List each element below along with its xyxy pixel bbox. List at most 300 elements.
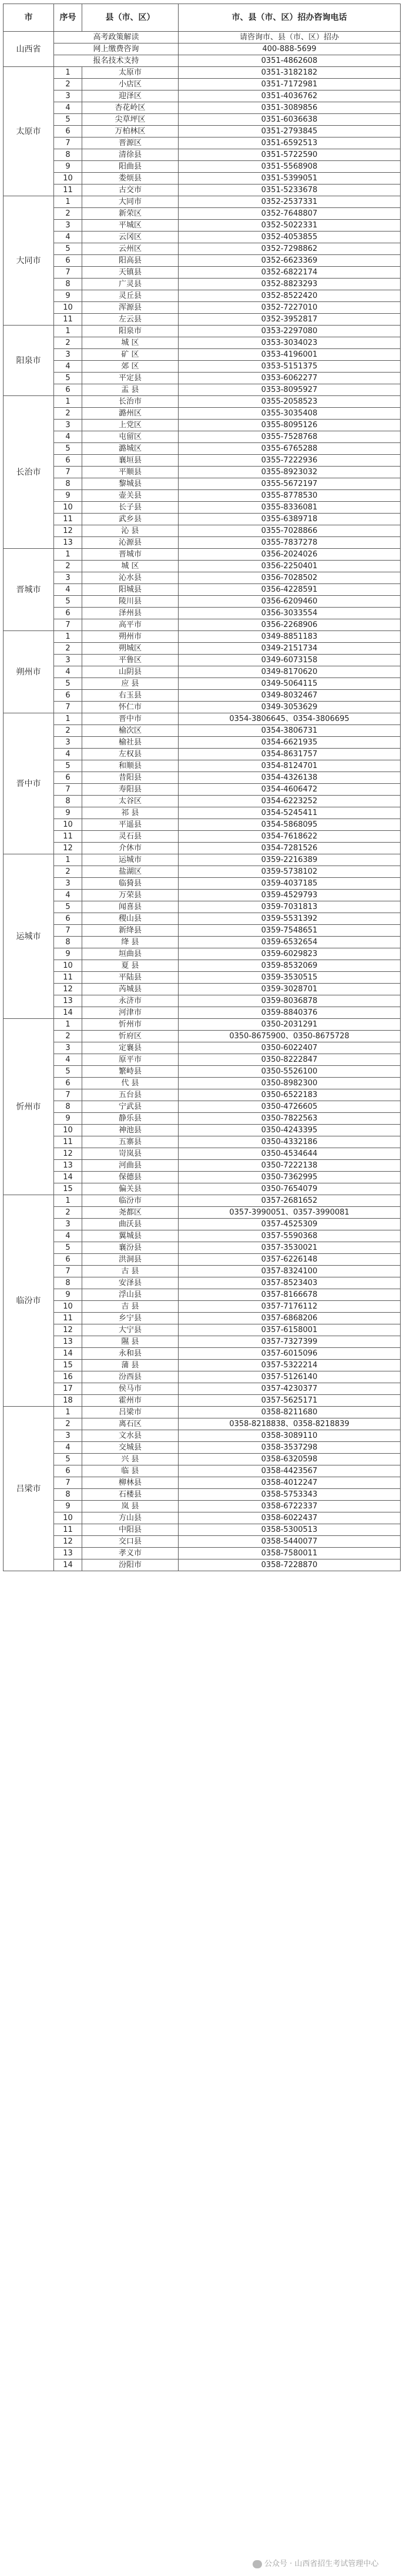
table-row [4, 290, 401, 302]
table-row [4, 220, 401, 232]
district-name: 定襄县 [82, 1042, 179, 1054]
row-index: 6 [54, 1254, 82, 1266]
table-row [4, 561, 401, 572]
district-name: 平遥县 [82, 819, 179, 831]
city-name: 吕梁市 [4, 1407, 54, 1571]
province-item-value: 0351-4862608 [179, 55, 401, 67]
row-index: 5 [54, 678, 82, 690]
row-index: 11 [54, 314, 82, 326]
phone-number: 0352-8823293 [179, 279, 401, 290]
district-name: 中阳县 [82, 1524, 179, 1536]
district-name: 怀仁市 [82, 702, 179, 713]
table-row [4, 443, 401, 455]
phone-number: 0354-6223252 [179, 796, 401, 807]
phone-number: 0353-8095927 [179, 384, 401, 396]
phone-number: 0352-5022331 [179, 220, 401, 232]
phone-number: 0352-3952817 [179, 314, 401, 326]
district-name: 矿 区 [82, 349, 179, 361]
table-row [4, 666, 401, 678]
row-index: 10 [54, 302, 82, 314]
table-row [4, 349, 401, 361]
district-name: 离石区 [82, 1418, 179, 1430]
phone-number: 0353-5151375 [179, 361, 401, 373]
phone-number: 0357-8523403 [179, 1277, 401, 1289]
district-name: 浑源县 [82, 302, 179, 314]
district-name: 云冈区 [82, 232, 179, 243]
city-name: 晋中市 [4, 713, 54, 854]
district-name: 汾阳市 [82, 1559, 179, 1571]
phone-number: 0355-7837278 [179, 537, 401, 549]
table-row [4, 1395, 401, 1407]
row-index: 7 [54, 1266, 82, 1277]
province-item-value: 400-888-5699 [179, 43, 401, 55]
phone-number: 0358-4423567 [179, 1465, 401, 1477]
table-row [4, 1301, 401, 1313]
row-index: 7 [54, 784, 82, 796]
phone-number: 0357-7176112 [179, 1301, 401, 1313]
table-row [4, 796, 401, 807]
table-row [4, 807, 401, 819]
district-name: 昔阳县 [82, 772, 179, 784]
table-row [4, 619, 401, 631]
phone-number: 0349-6073158 [179, 655, 401, 666]
district-name: 沁水县 [82, 572, 179, 584]
row-index: 7 [54, 702, 82, 713]
phone-number: 0358-5753343 [179, 1489, 401, 1501]
city-name: 忻州市 [4, 1019, 54, 1195]
phone-number: 0352-8522420 [179, 290, 401, 302]
phone-number: 0359-6532654 [179, 937, 401, 948]
table-row [4, 1418, 401, 1430]
row-index: 10 [54, 173, 82, 185]
table-row [4, 572, 401, 584]
table-row [4, 1172, 401, 1183]
row-index: 8 [54, 279, 82, 290]
row-index: 6 [54, 384, 82, 396]
district-name: 芮城县 [82, 984, 179, 995]
row-index: 2 [54, 337, 82, 349]
row-index: 5 [54, 243, 82, 255]
province-item-value: 请咨询市、县（市、区）招办 [179, 32, 401, 43]
district-name: 岚 县 [82, 1501, 179, 1512]
wechat-icon [253, 2560, 262, 2568]
row-index: 14 [54, 1007, 82, 1019]
district-name: 运城市 [82, 854, 179, 866]
district-name: 潞城区 [82, 443, 179, 455]
phone-number: 0358-6722337 [179, 1501, 401, 1512]
phone-number: 0357-8324100 [179, 1266, 401, 1277]
row-index: 12 [54, 525, 82, 537]
phone-number: 0349-8851183 [179, 631, 401, 643]
table-row [4, 901, 401, 913]
row-index: 8 [54, 1489, 82, 1501]
phone-number: 0355-6389718 [179, 514, 401, 525]
table-row [4, 1019, 401, 1031]
district-name: 武乡县 [82, 514, 179, 525]
district-name: 保德县 [82, 1172, 179, 1183]
phone-number: 0354-6621935 [179, 737, 401, 749]
district-name: 石楼县 [82, 1489, 179, 1501]
district-name: 永济市 [82, 995, 179, 1007]
district-name: 静乐县 [82, 1113, 179, 1125]
row-index: 12 [54, 1536, 82, 1548]
district-name: 天镇县 [82, 267, 179, 279]
table-row [4, 631, 401, 643]
phone-number: 0358-7228870 [179, 1559, 401, 1571]
district-name: 襄汾县 [82, 1242, 179, 1254]
district-name: 平顺县 [82, 467, 179, 478]
district-name: 方山县 [82, 1512, 179, 1524]
district-name: 偏关县 [82, 1183, 179, 1195]
table-row [4, 1524, 401, 1536]
row-index: 9 [54, 948, 82, 960]
row-index: 17 [54, 1383, 82, 1395]
table-row [4, 502, 401, 514]
district-name: 山阴县 [82, 666, 179, 678]
row-index: 3 [54, 878, 82, 890]
phone-number: 0350-7822563 [179, 1113, 401, 1125]
table-row [4, 337, 401, 349]
row-index: 9 [54, 1289, 82, 1301]
phone-number: 0355-2058523 [179, 396, 401, 408]
district-name: 大宁县 [82, 1324, 179, 1336]
row-index: 12 [54, 984, 82, 995]
phone-number: 0357-5322214 [179, 1360, 401, 1371]
watermark [253, 2557, 399, 2571]
table-row [4, 1207, 401, 1219]
header-city: 市 [4, 4, 54, 32]
province-item-label: 报名技术支持 [54, 55, 179, 67]
phone-number: 0358-5300513 [179, 1524, 401, 1536]
table-row [4, 1501, 401, 1512]
phone-number: 0355-8095126 [179, 420, 401, 431]
district-name: 朔城区 [82, 643, 179, 655]
table-row [4, 408, 401, 420]
row-index: 4 [54, 1442, 82, 1454]
district-name: 晋源区 [82, 137, 179, 149]
row-index: 11 [54, 831, 82, 843]
district-name: 左权县 [82, 749, 179, 760]
row-index: 5 [54, 596, 82, 608]
table-row [4, 690, 401, 702]
city-name: 晋城市 [4, 549, 54, 631]
table-row [4, 396, 401, 408]
row-index: 5 [54, 1066, 82, 1078]
table-row [4, 608, 401, 619]
row-index: 13 [54, 1160, 82, 1172]
row-index: 1 [54, 1195, 82, 1207]
province-row [4, 43, 401, 55]
row-index: 5 [54, 114, 82, 126]
district-name: 潞州区 [82, 408, 179, 420]
table-row [4, 1477, 401, 1489]
table-row [4, 1160, 401, 1172]
phone-number: 0357-7327399 [179, 1336, 401, 1348]
phone-number: 0350-4332186 [179, 1136, 401, 1148]
district-name: 云州区 [82, 243, 179, 255]
row-index: 2 [54, 1207, 82, 1219]
table-row [4, 243, 401, 255]
table-row [4, 1277, 401, 1289]
table-row [4, 1348, 401, 1360]
row-index: 11 [54, 185, 82, 196]
row-index: 9 [54, 807, 82, 819]
table-row [4, 1430, 401, 1442]
table-row [4, 1465, 401, 1477]
district-name: 屯留区 [82, 431, 179, 443]
district-name: 尧都区 [82, 1207, 179, 1219]
phone-number: 0354-3806645、0354-3806695 [179, 713, 401, 725]
row-index: 10 [54, 1512, 82, 1524]
phone-number: 0357-3530021 [179, 1242, 401, 1254]
district-name: 平鲁区 [82, 655, 179, 666]
phone-number: 0358-8218838、0358-8218839 [179, 1418, 401, 1430]
row-index: 9 [54, 161, 82, 173]
table-row [4, 431, 401, 443]
row-index: 1 [54, 549, 82, 561]
table-row [4, 643, 401, 655]
row-index: 7 [54, 925, 82, 937]
district-name: 迎泽区 [82, 90, 179, 102]
row-index: 3 [54, 1430, 82, 1442]
phone-number: 0355-3035408 [179, 408, 401, 420]
phone-number: 0350-8222847 [179, 1054, 401, 1066]
table-row [4, 831, 401, 843]
table-row [4, 596, 401, 608]
table-row [4, 772, 401, 784]
row-index: 13 [54, 1548, 82, 1559]
row-index: 9 [54, 1501, 82, 1512]
row-index: 2 [54, 79, 82, 90]
table-row [4, 984, 401, 995]
row-index: 1 [54, 196, 82, 208]
row-index: 15 [54, 1360, 82, 1371]
row-index: 15 [54, 1183, 82, 1195]
table-row [4, 361, 401, 373]
province-name: 山西省 [4, 32, 54, 67]
table-row [4, 1360, 401, 1371]
table-row [4, 784, 401, 796]
phone-number: 0359-8036878 [179, 995, 401, 1007]
phone-number: 0349-3053629 [179, 702, 401, 713]
phone-number: 0358-5440077 [179, 1536, 401, 1548]
table-row [4, 866, 401, 878]
row-index: 5 [54, 901, 82, 913]
phone-number: 0351-2793845 [179, 126, 401, 137]
row-index: 4 [54, 232, 82, 243]
phone-number: 0357-8166678 [179, 1289, 401, 1301]
phone-number: 0359-8840376 [179, 1007, 401, 1019]
row-index: 9 [54, 290, 82, 302]
phone-number: 0358-3537298 [179, 1442, 401, 1454]
table-row [4, 1031, 401, 1042]
phone-number: 0353-6062277 [179, 373, 401, 384]
row-index: 7 [54, 619, 82, 631]
phone-number: 0359-2216389 [179, 854, 401, 866]
table-row [4, 1078, 401, 1089]
district-name: 大同市 [82, 196, 179, 208]
city-name: 运城市 [4, 854, 54, 1019]
table-row [4, 1454, 401, 1465]
district-name: 晋城市 [82, 549, 179, 561]
district-name: 洪洞县 [82, 1254, 179, 1266]
phone-number: 0352-6822174 [179, 267, 401, 279]
district-name: 孝义市 [82, 1548, 179, 1559]
table-row [4, 525, 401, 537]
phone-number: 0353-3034023 [179, 337, 401, 349]
phone-number: 0358-3089110 [179, 1430, 401, 1442]
district-name: 小店区 [82, 79, 179, 90]
phone-number: 0350-2031291 [179, 1019, 401, 1031]
district-name: 乡宁县 [82, 1313, 179, 1324]
row-index: 18 [54, 1395, 82, 1407]
district-name: 长子县 [82, 502, 179, 514]
phone-number: 0358-8211680 [179, 1407, 401, 1418]
district-name: 上党区 [82, 420, 179, 431]
table-row [4, 843, 401, 854]
phone-number: 0350-6522183 [179, 1089, 401, 1101]
phone-number: 0356-2268906 [179, 619, 401, 631]
phone-number: 0349-8170620 [179, 666, 401, 678]
table-row [4, 1230, 401, 1242]
phone-number: 0355-7528768 [179, 431, 401, 443]
district-name: 交口县 [82, 1536, 179, 1548]
table-row [4, 1183, 401, 1195]
row-index: 1 [54, 854, 82, 866]
row-index: 4 [54, 1054, 82, 1066]
phone-number: 0357-6015096 [179, 1348, 401, 1360]
row-index: 6 [54, 772, 82, 784]
phone-number: 0359-7031813 [179, 901, 401, 913]
row-index: 3 [54, 1042, 82, 1054]
row-index: 2 [54, 208, 82, 220]
phone-number: 0354-8124701 [179, 760, 401, 772]
watermark-text: 公众号 · 山西省招生考试管理中心 [264, 2560, 379, 2568]
table-row [4, 913, 401, 925]
table-row [4, 102, 401, 114]
table-row [4, 173, 401, 185]
district-name: 介休市 [82, 843, 179, 854]
row-index: 3 [54, 1219, 82, 1230]
phone-number: 0357-4230377 [179, 1383, 401, 1395]
phone-number: 0350-7654079 [179, 1183, 401, 1195]
phone-number: 0352-2537331 [179, 196, 401, 208]
province-item-label: 高考政策解读 [54, 32, 179, 43]
table-row [4, 537, 401, 549]
row-index: 3 [54, 349, 82, 361]
district-name: 壶关县 [82, 490, 179, 502]
table-row [4, 1101, 401, 1113]
phone-number: 0359-6029823 [179, 948, 401, 960]
row-index: 1 [54, 713, 82, 725]
row-index: 4 [54, 749, 82, 760]
district-name: 灵石县 [82, 831, 179, 843]
table-row [4, 1512, 401, 1524]
row-index: 5 [54, 760, 82, 772]
city-name: 朔州市 [4, 631, 54, 713]
table-row [4, 1054, 401, 1066]
phone-number: 0350-8982300 [179, 1078, 401, 1089]
phone-number: 0354-7618622 [179, 831, 401, 843]
table-row [4, 1242, 401, 1254]
table-row [4, 1219, 401, 1230]
phone-number: 0354-5245411 [179, 807, 401, 819]
district-name: 平定县 [82, 373, 179, 384]
phone-number: 0351-4036762 [179, 90, 401, 102]
table-row [4, 196, 401, 208]
table-row [4, 948, 401, 960]
district-name: 祁 县 [82, 807, 179, 819]
phone-number: 0358-7580011 [179, 1548, 401, 1559]
table-row [4, 925, 401, 937]
phone-number: 0350-7222138 [179, 1160, 401, 1172]
district-name: 临猗县 [82, 878, 179, 890]
table-row [4, 79, 401, 90]
header-index: 序号 [54, 4, 82, 32]
city-name: 长治市 [4, 396, 54, 549]
district-name: 盂 县 [82, 384, 179, 396]
district-name: 榆社县 [82, 737, 179, 749]
table-row [4, 1125, 401, 1136]
district-name: 古交市 [82, 185, 179, 196]
row-index: 1 [54, 67, 82, 79]
table-row [4, 1336, 401, 1348]
row-index: 14 [54, 1172, 82, 1183]
row-index: 11 [54, 972, 82, 984]
row-index: 16 [54, 1371, 82, 1383]
row-index: 4 [54, 1230, 82, 1242]
table-row [4, 702, 401, 713]
phone-number: 0351-5233678 [179, 185, 401, 196]
phone-number: 0351-5399051 [179, 173, 401, 185]
district-name: 兴 县 [82, 1454, 179, 1465]
table-row [4, 67, 401, 79]
phone-number: 0357-6868206 [179, 1313, 401, 1324]
city-name: 太原市 [4, 67, 54, 196]
district-name: 翼城县 [82, 1230, 179, 1242]
phone-number: 0357-6226148 [179, 1254, 401, 1266]
row-index: 10 [54, 502, 82, 514]
table-row [4, 854, 401, 866]
district-name: 隰 县 [82, 1336, 179, 1348]
row-index: 13 [54, 537, 82, 549]
phone-number: 0355-8778530 [179, 490, 401, 502]
table-row [4, 1136, 401, 1148]
district-name: 陵川县 [82, 596, 179, 608]
table-row [4, 678, 401, 690]
district-name: 新绛县 [82, 925, 179, 937]
district-name: 阳城县 [82, 584, 179, 596]
table-row [4, 749, 401, 760]
district-name: 霍州市 [82, 1395, 179, 1407]
phone-number: 0357-2681652 [179, 1195, 401, 1207]
district-name: 河津市 [82, 1007, 179, 1019]
contact-table [3, 4, 401, 1571]
district-name: 永和县 [82, 1348, 179, 1360]
row-index: 6 [54, 126, 82, 137]
district-name: 黎城县 [82, 478, 179, 490]
table-row [4, 1195, 401, 1207]
table-row [4, 995, 401, 1007]
district-name: 汾西县 [82, 1371, 179, 1383]
phone-number: 0351-3182182 [179, 67, 401, 79]
table-row [4, 1442, 401, 1454]
district-name: 郊 区 [82, 361, 179, 373]
province-row [4, 55, 401, 67]
row-index: 7 [54, 267, 82, 279]
table-row [4, 114, 401, 126]
row-index: 1 [54, 396, 82, 408]
